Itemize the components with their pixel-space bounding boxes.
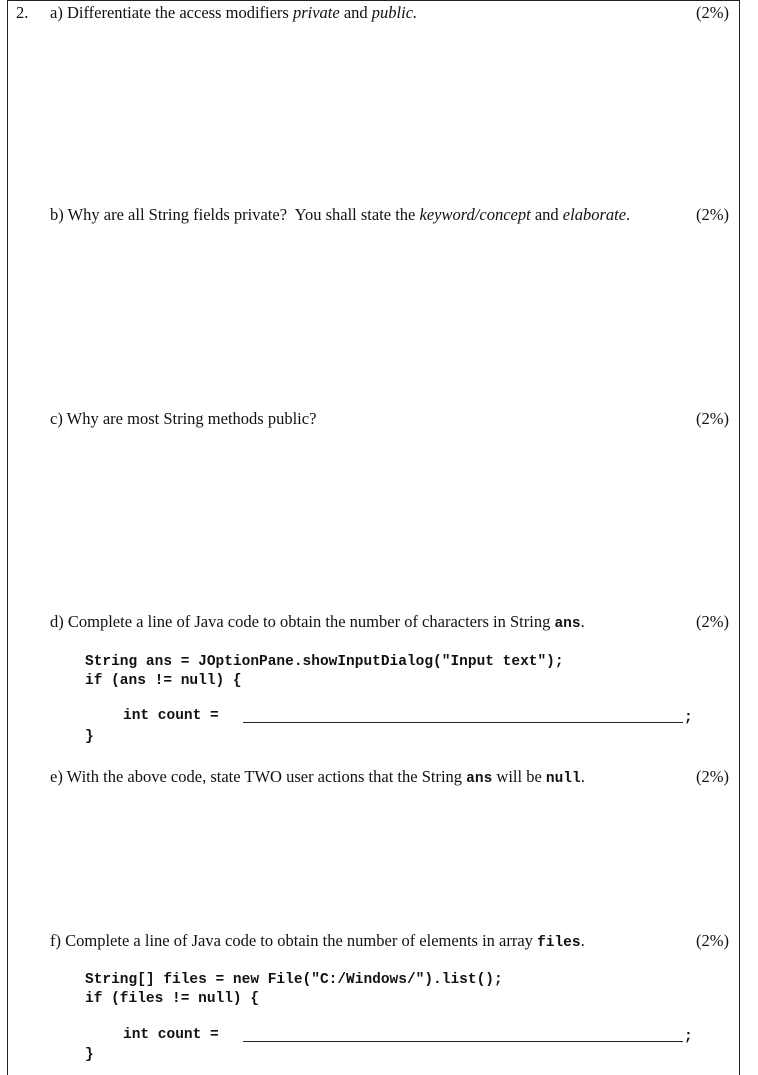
- part-a-marks: (2%): [696, 3, 729, 22]
- part-d-semicolon: ;: [684, 710, 693, 726]
- part-f-semicolon: ;: [684, 1029, 693, 1045]
- part-f-code-line-1: String[] files = new File("C:/Windows/").list();: [85, 972, 503, 988]
- part-d-code-line-2: if (ans != null) {: [85, 673, 242, 689]
- part-b-marks: (2%): [696, 205, 729, 224]
- part-b-question: b) Why are all String fields private? You shall state the keyword/concept and elaborate.: [50, 205, 631, 224]
- part-f-code-line-3: int count =: [123, 1027, 219, 1043]
- part-c-question: c) Why are most String methods public?: [50, 409, 317, 428]
- part-d-code-line-3: int count =: [123, 708, 219, 724]
- part-f-question: f) Complete a line of Java code to obtain the number of elements in array files.: [50, 931, 585, 951]
- part-f-marks: (2%): [696, 931, 729, 950]
- part-c-marks: (2%): [696, 409, 729, 428]
- part-d-marks: (2%): [696, 612, 729, 631]
- part-e-marks: (2%): [696, 767, 729, 786]
- part-f-answer-blank[interactable]: [243, 1041, 683, 1042]
- question-frame: [7, 0, 740, 1075]
- part-d-answer-blank[interactable]: [243, 722, 683, 723]
- question-number: 2.: [16, 3, 29, 22]
- part-f-code-line-2: if (files != null) {: [85, 991, 260, 1007]
- part-f-code-line-4: }: [85, 1047, 94, 1063]
- part-d-code-line-1: String ans = JOptionPane.showInputDialog("Input text");: [85, 654, 564, 670]
- part-e-question: e) With the above code, state TWO user actions that the String ans will be null.: [50, 767, 585, 787]
- part-a-question: a) Differentiate the access modifiers private and public.: [50, 3, 418, 22]
- part-d-question: d) Complete a line of Java code to obtain the number of characters in String ans.: [50, 612, 585, 632]
- part-d-code-line-4: }: [85, 729, 94, 745]
